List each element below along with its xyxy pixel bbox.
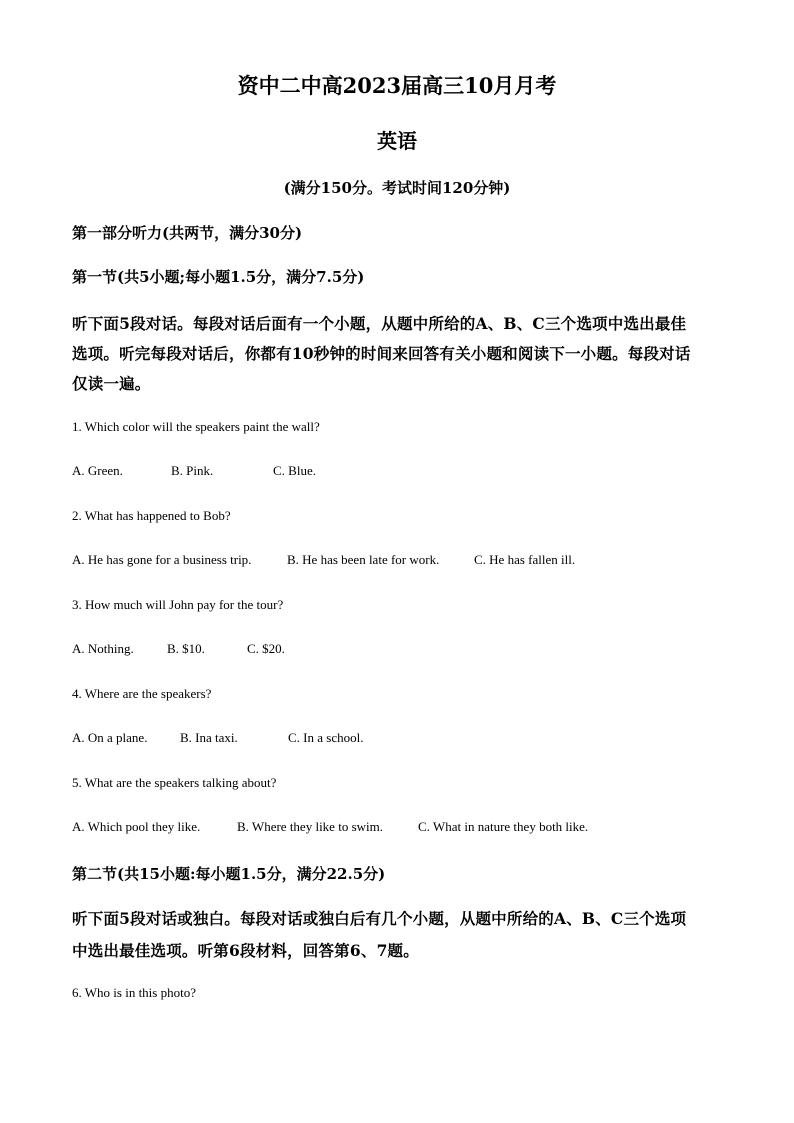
option-c: C. Blue. bbox=[273, 463, 316, 478]
question-4-stem: 4. Where are the speakers? bbox=[72, 686, 212, 701]
option-a: A. On a plane. bbox=[72, 730, 148, 745]
question-1-stem: 1. Which color will the speakers paint the wall? bbox=[72, 419, 320, 434]
option-b: B. Where they like to swim. bbox=[237, 819, 383, 834]
option-b: B. $10. bbox=[167, 641, 205, 656]
question-3-options bbox=[72, 641, 285, 657]
question-2-stem: 2. What has happened to Bob? bbox=[72, 508, 231, 523]
option-a: A. Nothing. bbox=[72, 641, 134, 656]
option-b: B. He has been late for work. bbox=[287, 552, 440, 567]
option-c: C. He has fallen ill. bbox=[474, 552, 576, 567]
option-a: A. Green. bbox=[72, 463, 123, 478]
section1-instruction-line-3: 仅读一遍。 bbox=[72, 374, 151, 393]
question-1-options bbox=[72, 463, 316, 479]
section1-heading: 第一节(共5小题;每小题1.5分，满分7.5分) bbox=[72, 268, 365, 286]
section2-instruction-line-1: 听下面5段对话或独白。每段对话或独白后有几个小题，从题中所给的A、B、C三个选项 bbox=[72, 909, 687, 928]
exam-title: 资中二中高2023届高三10月月考 bbox=[237, 73, 557, 98]
exam-info: (满分150分。考试时间120分钟) bbox=[283, 179, 511, 197]
option-c: C. What in nature they both like. bbox=[418, 819, 589, 834]
option-a: A. Which pool they like. bbox=[72, 819, 201, 834]
part1-heading: 第一部分听力(共两节，满分30分) bbox=[72, 224, 303, 242]
option-a: A. He has gone for a business trip. bbox=[72, 552, 252, 567]
section2-heading: 第二节(共15小题:每小题1.5分，满分22.5分) bbox=[72, 865, 386, 883]
option-c: C. In a school. bbox=[288, 730, 364, 745]
section1-instruction-line-1: 听下面5段对话。每段对话后面有一个小题，从题中所给的A、B、C三个选项中选出最佳 bbox=[72, 314, 687, 333]
subject-title: 英语 bbox=[377, 129, 417, 153]
question-3-stem: 3. How much will John pay for the tour? bbox=[72, 597, 284, 612]
option-b: B. Ina taxi. bbox=[180, 730, 238, 745]
question-5-options bbox=[72, 819, 588, 835]
question-5-stem: 5. What are the speakers talking about? bbox=[72, 775, 277, 790]
question-2-options bbox=[72, 552, 575, 568]
option-c: C. $20. bbox=[247, 641, 285, 656]
question-6-stem: 6. Who is in this photo? bbox=[72, 985, 196, 1000]
option-b: B. Pink. bbox=[171, 463, 214, 478]
question-4-options bbox=[72, 730, 363, 746]
section2-instruction-line-2: 中选出最佳选项。听第6段材料，回答第6、7题。 bbox=[72, 941, 419, 960]
section1-instruction-line-2: 选项。听完每段对话后，你都有10秒钟的时间来回答有关小题和阅读下一小题。每段对话 bbox=[72, 344, 691, 363]
